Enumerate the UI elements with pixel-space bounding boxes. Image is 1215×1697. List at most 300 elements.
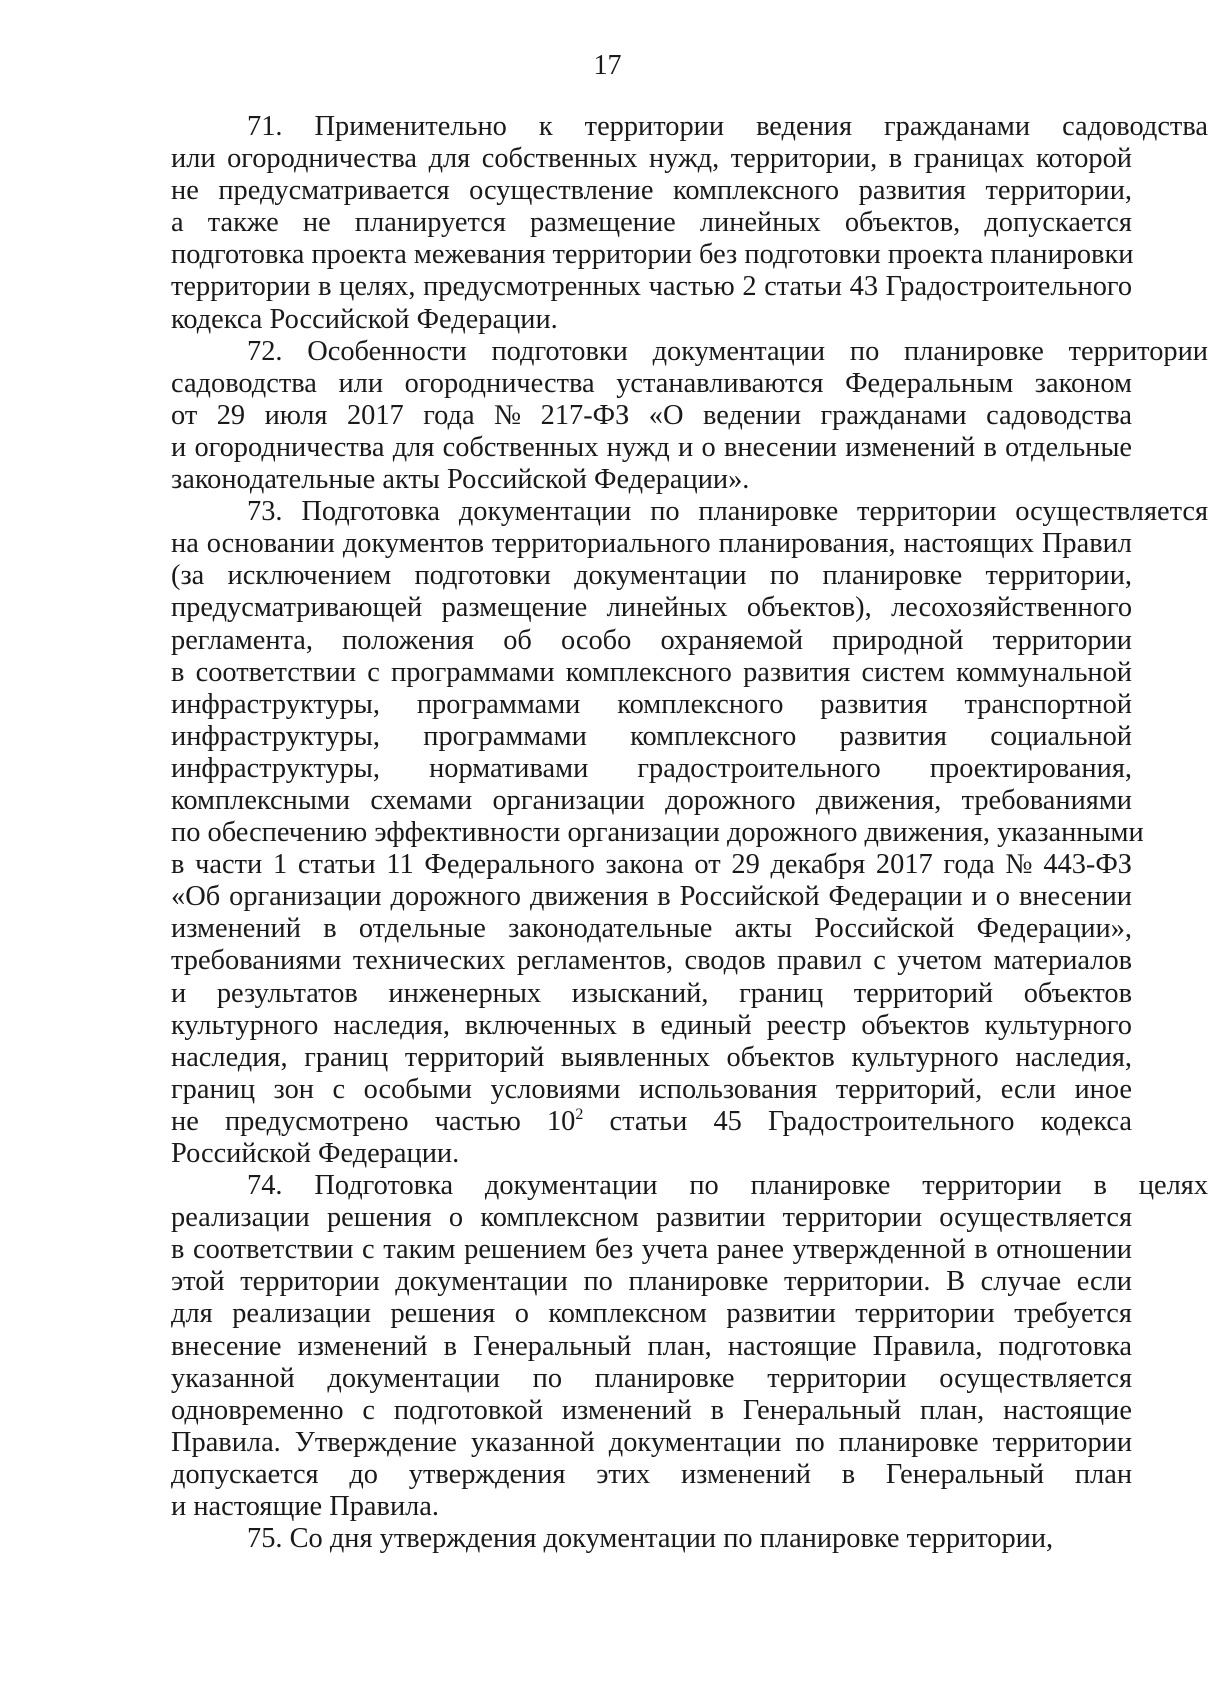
- text-line: [171, 464, 1132, 496]
- word: дня: [329, 1523, 373, 1555]
- word-gap: [507, 111, 539, 143]
- word-gap: [595, 1427, 609, 1459]
- text-line: [171, 111, 1208, 143]
- word-gap: [1034, 528, 1042, 560]
- text-line: [171, 945, 1132, 977]
- text-line: [171, 625, 1132, 657]
- word: внесение: [171, 1330, 282, 1362]
- word-gap: [213, 1298, 233, 1330]
- word-gap: [197, 400, 216, 432]
- word: 2017: [875, 849, 933, 881]
- word-gap: [1107, 1170, 1139, 1202]
- word: и: [171, 1491, 187, 1523]
- word-with-superscript: $10^2$: [546, 1105, 584, 1137]
- word: 2: [742, 271, 757, 303]
- word-gap: [428, 1331, 444, 1363]
- word-gap: [850, 657, 861, 689]
- word: предусматривается: [218, 175, 450, 207]
- word-gap: [371, 1298, 391, 1330]
- word-gap: [283, 336, 308, 368]
- word: планировке: [750, 1170, 891, 1202]
- word: территории: [992, 624, 1132, 656]
- text-line: [171, 175, 1132, 207]
- word: культурного: [984, 1009, 1132, 1041]
- word-gap: [628, 336, 653, 368]
- word: обеспечению: [207, 817, 368, 849]
- word: по: [769, 560, 800, 592]
- word-gap: [727, 592, 746, 624]
- word: о: [701, 431, 716, 463]
- word: устанавливаются: [616, 367, 824, 399]
- word-gap: [318, 1010, 333, 1042]
- word: в: [888, 143, 903, 175]
- word: по: [849, 335, 880, 367]
- word-gap: [1030, 111, 1062, 143]
- word: границ: [739, 977, 824, 1009]
- word: отдельные: [358, 913, 486, 945]
- word: нормативами: [429, 752, 589, 784]
- word-gap: [836, 1298, 856, 1330]
- word: Федерации.: [416, 303, 558, 335]
- word: границах: [913, 143, 1025, 175]
- word: решением: [464, 1234, 587, 1266]
- word-gap: [337, 913, 359, 945]
- word: Федерации: [828, 881, 963, 913]
- text-line: [171, 336, 1208, 368]
- word-gap: [966, 175, 986, 207]
- text-line: [171, 1042, 1132, 1074]
- word: 43: [849, 271, 879, 303]
- word: настоящих: [903, 528, 1034, 560]
- word-gap: [295, 1363, 328, 1395]
- text-line: [171, 849, 1132, 881]
- word-gap: [598, 432, 606, 464]
- word: единый: [660, 1009, 752, 1041]
- word-gap: [376, 849, 387, 881]
- word: целях,: [339, 271, 416, 303]
- word: Федерации»,: [976, 913, 1132, 945]
- word-gap: [450, 175, 470, 207]
- word: Градостроительного: [768, 1105, 1015, 1137]
- word-gap: [216, 143, 228, 175]
- word: развитии: [726, 1298, 836, 1330]
- word-gap: [350, 785, 370, 817]
- word: территории.: [783, 1266, 931, 1298]
- word-gap: [760, 849, 771, 881]
- word-gap: [719, 143, 731, 175]
- word-gap: [629, 400, 648, 432]
- word-gap: [353, 1234, 362, 1266]
- word: осуществляется: [1015, 496, 1209, 528]
- word: объектов),: [746, 592, 872, 624]
- word: иное: [1074, 1073, 1133, 1105]
- word-gap: [541, 978, 572, 1010]
- word: Российской: [269, 303, 410, 335]
- word-gap: [382, 881, 391, 913]
- word: инфраструктуры,: [171, 720, 380, 752]
- paragraph-73: [171, 496, 1209, 1170]
- word: документации: [395, 1266, 568, 1298]
- word: от: [694, 849, 721, 881]
- word: огородничества: [194, 431, 385, 463]
- word: Правил: [1041, 528, 1132, 560]
- word-gap: [1013, 368, 1035, 400]
- word-gap: [380, 753, 429, 785]
- text-line: [171, 1106, 1132, 1138]
- word-gap: [997, 432, 1005, 464]
- text-line: [171, 560, 1132, 592]
- word: размещение: [530, 207, 676, 239]
- word: зон: [273, 1073, 314, 1105]
- word-gap: [708, 1234, 717, 1266]
- word: садоводства: [986, 399, 1132, 431]
- word: природной: [832, 624, 964, 656]
- word: систем: [861, 656, 945, 688]
- word-gap: [990, 817, 997, 849]
- word: развития: [820, 688, 928, 720]
- word-gap: [380, 689, 417, 721]
- word: комплексными: [171, 784, 351, 816]
- text-line: [171, 1491, 1132, 1523]
- word: допускается: [984, 207, 1132, 239]
- word-gap: [865, 849, 876, 881]
- word-gap: [415, 271, 423, 303]
- word-gap: [941, 785, 961, 817]
- word: программами: [423, 720, 587, 752]
- word-gap: [186, 432, 194, 464]
- word: кодекса: [171, 303, 263, 335]
- word: июля: [264, 399, 328, 431]
- word-gap: [505, 945, 516, 977]
- word: изменений: [845, 431, 976, 463]
- word-gap: [472, 1074, 491, 1106]
- word: в: [657, 881, 671, 913]
- word-gap: [1061, 1266, 1077, 1298]
- word: кодекса: [1040, 1105, 1132, 1137]
- word: изменений: [561, 1394, 692, 1426]
- word-gap: [823, 978, 854, 1010]
- word-gap: [323, 1523, 330, 1555]
- word: инженерных: [388, 977, 542, 1009]
- word: планировке: [698, 496, 839, 528]
- word: развития: [858, 175, 966, 207]
- word-gap: [184, 849, 195, 881]
- word: территории: [782, 1202, 923, 1234]
- word: 73.: [247, 496, 283, 528]
- word-gap: [711, 528, 719, 560]
- word-gap: [453, 1170, 485, 1202]
- word-gap: [281, 1427, 295, 1459]
- word: территорий: [853, 977, 994, 1009]
- word-gap: [199, 175, 219, 207]
- text-line: [171, 881, 1132, 913]
- word: Подготовка: [301, 496, 440, 528]
- word: правил: [777, 945, 862, 977]
- word: по: [583, 1266, 613, 1298]
- word: в: [171, 656, 185, 688]
- word-gap: [331, 271, 339, 303]
- word: изменений: [297, 1330, 428, 1362]
- text-line: [171, 1298, 1132, 1330]
- word: о: [514, 1298, 529, 1330]
- word-gap: [716, 1523, 723, 1555]
- word-gap: [781, 1427, 795, 1459]
- word-gap: [620, 1074, 639, 1106]
- word-gap: [645, 1010, 660, 1042]
- word-gap: [475, 400, 494, 432]
- word-gap: [245, 400, 264, 432]
- word-gap: [380, 657, 391, 689]
- word-gap: [186, 978, 217, 1010]
- word-gap: [982, 1074, 1001, 1106]
- word-gap: [835, 1042, 852, 1074]
- word: и: [171, 977, 187, 1009]
- word-gap: [735, 271, 743, 303]
- word-gap: [890, 1170, 922, 1202]
- word: по: [171, 817, 201, 849]
- word-gap: [907, 1363, 940, 1395]
- word-gap: [1010, 881, 1019, 913]
- word: огородничества: [404, 367, 595, 399]
- word: в: [318, 271, 332, 303]
- word: схемами: [370, 784, 473, 816]
- word-gap: [995, 1298, 1015, 1330]
- word-gap: [879, 336, 904, 368]
- word: план: [1074, 1458, 1133, 1490]
- word: частью: [648, 271, 735, 303]
- word: эффективности: [374, 817, 561, 849]
- word-gap: [857, 817, 864, 849]
- word-gap: [670, 432, 678, 464]
- word-gap: [409, 1106, 435, 1138]
- word: предусмотрено: [224, 1105, 409, 1137]
- word-gap: [310, 271, 318, 303]
- word-gap: [283, 496, 302, 528]
- word: подготовкой: [393, 1394, 544, 1426]
- word: Особенности: [307, 335, 467, 367]
- word-gap: [821, 207, 845, 239]
- word: границ: [304, 1041, 389, 1073]
- word-gap: [184, 1234, 193, 1266]
- word: с: [362, 1394, 376, 1426]
- word-gap: [902, 143, 914, 175]
- word-gap: [283, 111, 315, 143]
- word-gap: [823, 368, 845, 400]
- word: огородничества: [227, 143, 418, 175]
- word: с: [367, 656, 380, 688]
- word: Российской: [446, 464, 587, 496]
- word: реестр: [766, 1009, 847, 1041]
- word-gap: [692, 1395, 711, 1427]
- text-line: [171, 913, 1132, 945]
- word: которой: [1036, 143, 1132, 175]
- text-line: [171, 817, 1144, 849]
- word-gap: [900, 1523, 907, 1555]
- word-gap: [639, 1202, 656, 1234]
- word: садоводства: [1062, 111, 1208, 142]
- word-gap: [671, 881, 680, 913]
- word-gap: [375, 1395, 394, 1427]
- word-gap: [184, 207, 208, 239]
- word-gap: [422, 592, 441, 624]
- word: в: [631, 1009, 646, 1041]
- word-gap: [373, 1523, 380, 1555]
- word-gap: [467, 336, 492, 368]
- word-gap: [766, 945, 777, 977]
- word-gap: [928, 689, 965, 721]
- word-gap: [896, 528, 904, 560]
- word-gap: [631, 1331, 647, 1363]
- text-line: [171, 1010, 1132, 1042]
- word-gap: [962, 560, 985, 592]
- word: территории: [922, 1170, 1062, 1202]
- word: о: [448, 1202, 464, 1234]
- word: использования: [638, 1073, 818, 1105]
- word: Правила,: [872, 1330, 983, 1362]
- word: документации: [327, 1362, 500, 1394]
- word: развития: [839, 720, 947, 752]
- word-gap: [358, 978, 389, 1010]
- word: программами: [416, 688, 581, 720]
- word: планируется: [354, 207, 506, 239]
- word: на: [171, 528, 199, 560]
- word: размещение: [441, 592, 588, 624]
- word-gap: [796, 721, 839, 753]
- paragraph-75: [171, 1523, 1132, 1555]
- word-gap: [707, 1298, 727, 1330]
- text-line: [171, 1363, 1132, 1395]
- word-gap: [472, 785, 492, 817]
- word-gap: [811, 1459, 842, 1491]
- word: внесении: [723, 431, 837, 463]
- word-gap: [881, 239, 888, 271]
- word-gap: [450, 1010, 465, 1042]
- word: предусмотренных: [423, 271, 641, 303]
- word-gap: [457, 1331, 473, 1363]
- word: года: [423, 399, 475, 431]
- word: указанной: [471, 1426, 595, 1458]
- word-gap: [638, 143, 650, 175]
- word: планировке: [759, 1523, 900, 1555]
- word-gap: [199, 1106, 225, 1138]
- paragraph-74: [171, 1170, 1209, 1523]
- word: и: [678, 431, 694, 463]
- word: для: [392, 431, 435, 463]
- word-gap: [710, 1042, 727, 1074]
- word-gap: [367, 817, 374, 849]
- word-gap: [945, 657, 956, 689]
- word-gap: [838, 496, 857, 528]
- word-gap: [673, 945, 684, 977]
- word: Генеральный: [885, 1458, 1045, 1490]
- word: положения: [342, 624, 475, 656]
- word: без: [594, 1234, 634, 1266]
- word: частью: [434, 1105, 521, 1137]
- word: допускается: [171, 1458, 319, 1490]
- word-gap: [375, 1234, 384, 1266]
- text-line: [171, 657, 1132, 689]
- word-gap: [407, 239, 414, 271]
- word-gap: [521, 881, 530, 913]
- word-gap: [314, 1074, 333, 1106]
- word: Российской: [171, 1138, 311, 1169]
- word-gap: [839, 175, 859, 207]
- text-line: [171, 207, 1132, 239]
- word: в: [710, 1394, 725, 1426]
- word-gap: [521, 1106, 547, 1138]
- word-gap: [456, 1234, 465, 1266]
- word-gap: [988, 1234, 997, 1266]
- word-gap: [484, 528, 492, 560]
- word: изысканий,: [571, 977, 709, 1009]
- word-gap: [378, 1459, 409, 1491]
- word-gap: [301, 913, 323, 945]
- text-line: [171, 368, 1132, 400]
- word: «О: [648, 399, 684, 431]
- word: осуществляется: [939, 1202, 1133, 1234]
- word-gap: [500, 1363, 533, 1395]
- word-gap: [872, 592, 891, 624]
- text-line: [171, 753, 1132, 785]
- text-line: [171, 592, 1132, 624]
- word-gap: [204, 560, 227, 592]
- word: наследия,: [1015, 1041, 1132, 1073]
- word-gap: [440, 496, 459, 528]
- word-gap: [319, 1459, 350, 1491]
- word: утверждения: [379, 1523, 537, 1555]
- word: документации: [484, 1170, 658, 1202]
- word-gap: [742, 1106, 768, 1138]
- word: подготовки: [491, 335, 628, 367]
- word-gap: [521, 400, 540, 432]
- word: учетом: [897, 945, 982, 977]
- word: в: [443, 1330, 457, 1362]
- word-gap: [825, 1427, 839, 1459]
- word: материалов: [993, 945, 1133, 977]
- word: подготовка: [998, 1330, 1132, 1362]
- word-gap: [380, 1266, 396, 1298]
- word: целях: [1138, 1170, 1209, 1202]
- word: в: [323, 913, 337, 945]
- word: технических: [352, 945, 506, 977]
- word: с: [873, 945, 886, 977]
- word: 29: [216, 399, 246, 431]
- text-line: [171, 1266, 1132, 1298]
- word: инфраструктуры,: [171, 752, 380, 784]
- word: этих: [596, 1458, 651, 1490]
- word: межевания: [413, 239, 546, 271]
- word-gap: [954, 913, 976, 945]
- word: законом: [1034, 367, 1132, 399]
- word: Генеральный: [473, 1330, 632, 1362]
- word: осуществляется: [939, 1362, 1133, 1394]
- word-gap: [842, 271, 850, 303]
- word: наследия,: [333, 1009, 450, 1041]
- word-gap: [587, 721, 630, 753]
- word: законодательные: [508, 913, 713, 945]
- page-number: 17: [593, 50, 622, 81]
- word-gap: [982, 945, 993, 977]
- word-gap: [732, 657, 743, 689]
- word: ведении: [702, 399, 802, 431]
- word: реализации: [171, 1202, 310, 1234]
- word-gap: [783, 689, 820, 721]
- word: законодательные: [171, 464, 376, 496]
- word-gap: [304, 239, 311, 271]
- word-gap: [855, 1459, 886, 1491]
- word: №: [494, 399, 522, 431]
- word: одновременно: [171, 1394, 344, 1426]
